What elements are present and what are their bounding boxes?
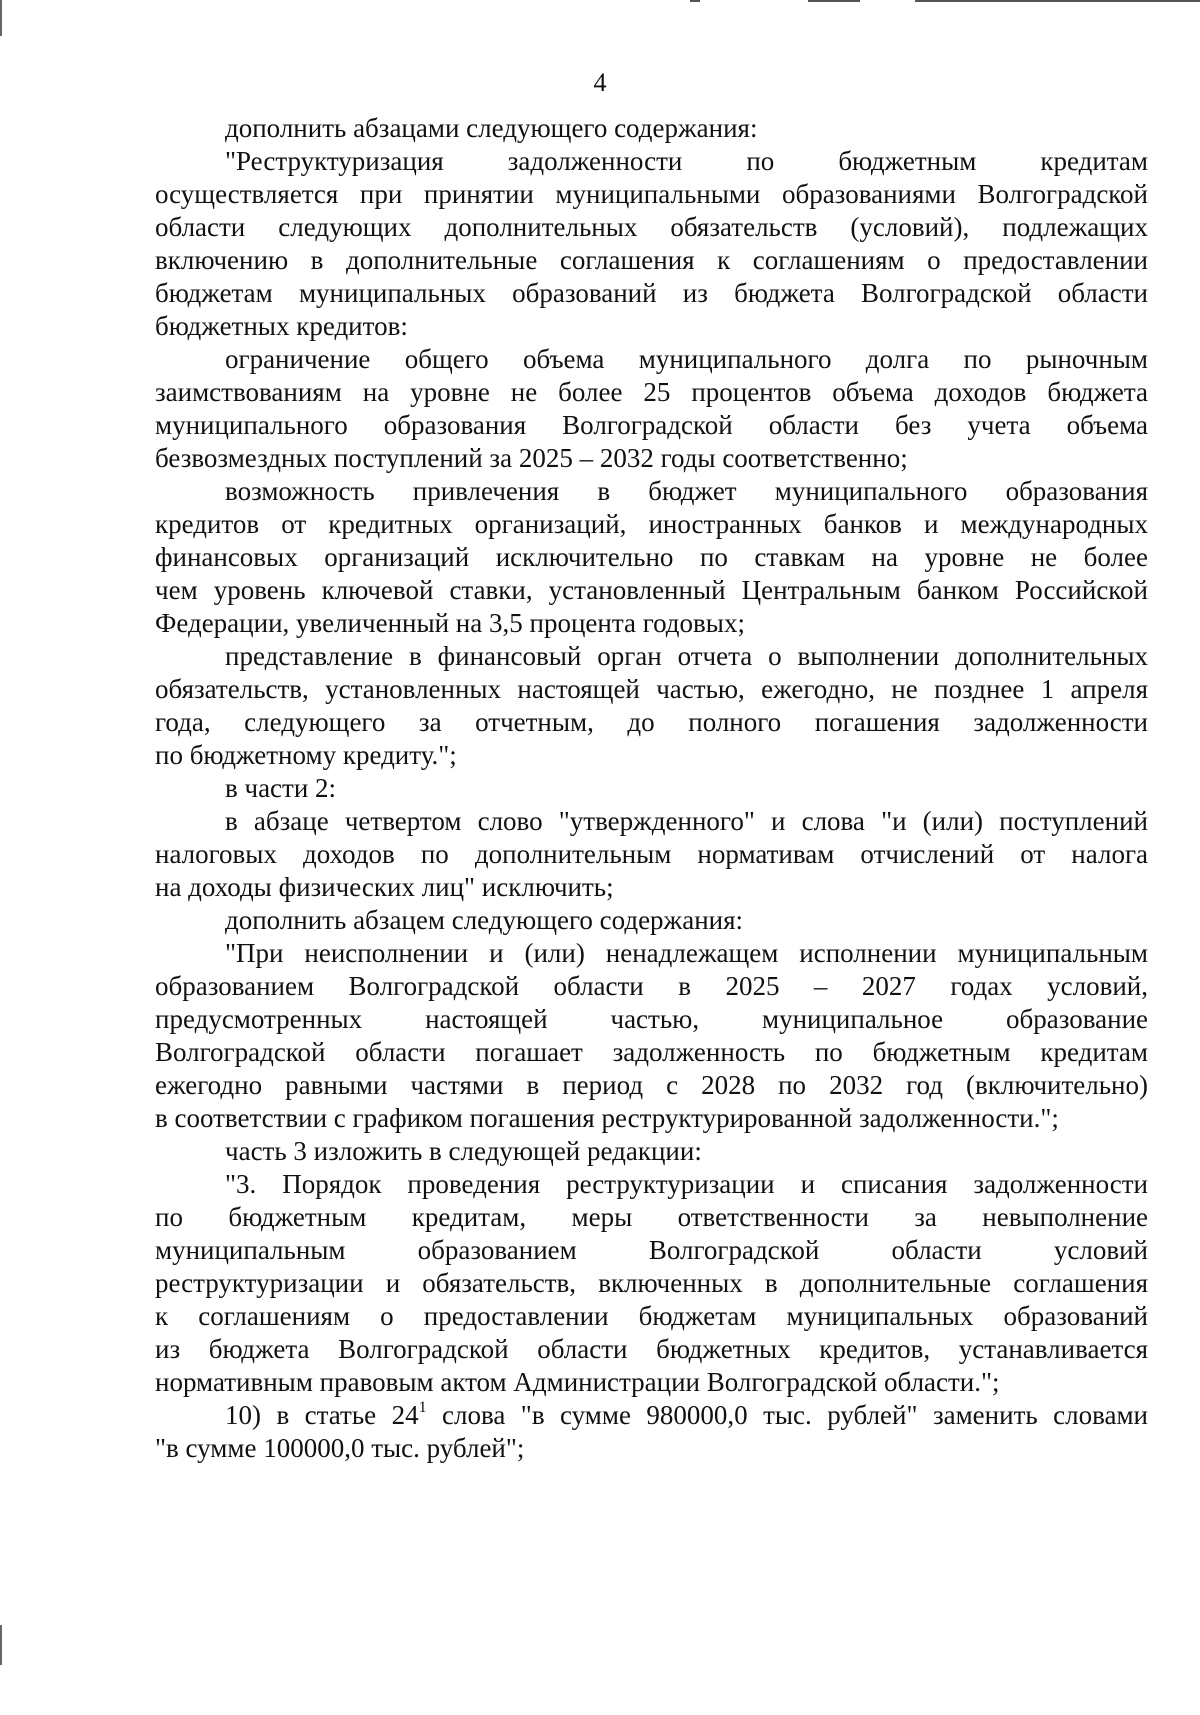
item-10-superscript: 1 [418, 1399, 427, 1416]
text-line: бюджетам муниципальных образований из бюджета Волгоградской области [155, 278, 1148, 308]
text-line: ежегодно равными частями в период с 2028 по 2032 год (включительно) [155, 1070, 1148, 1100]
text-line: муниципальным образованием Волгоградской области условий [155, 1235, 1148, 1265]
text-line: финансовых организаций исключительно по ставкам на уровне не более [155, 542, 1148, 572]
item-10-text-before: 10) в статье 24 [225, 1400, 419, 1430]
item-10-line-2: "в сумме 100000,0 тыс. рублей"; [155, 1433, 525, 1463]
text-line: дополнить абзацем следующего содержания: [225, 905, 744, 935]
text-line: по бюджетным кредитам, меры ответственности за невыполнение [155, 1202, 1148, 1232]
text-line: года, следующего за отчетным, до полного погашения задолженности [155, 707, 1148, 737]
text-line: включению в дополнительные соглашения к соглашениям о предоставлении [155, 245, 1148, 275]
text-line: из бюджета Волгоградской области бюджетных кредитов, устанавливается [155, 1334, 1148, 1364]
text-line: в части 2: [225, 773, 337, 803]
document-body [155, 112, 1148, 1465]
text-line: дополнить абзацами следующего содержания: [225, 113, 758, 143]
text-line: образованием Волгоградской области в 2025 – 2027 годах условий, [155, 971, 1148, 1001]
text-line: заимствованиям на уровне не более 25 процентов объема доходов бюджета [155, 377, 1148, 407]
text-line: области следующих дополнительных обязательств (условий), подлежащих [155, 212, 1148, 242]
text-line: бюджетных кредитов: [155, 311, 408, 341]
text-line: на доходы физических лиц" исключить; [155, 872, 614, 902]
text-line: "Реструктуризация задолженности по бюджетным кредитам [225, 146, 1148, 176]
text-line: нормативным правовым актом Администрации Волгоградской области."; [155, 1367, 1000, 1397]
text-line: ограничение общего объема муниципального долга по рыночным [225, 344, 1148, 374]
scan-mark-top-right [915, 0, 1200, 2]
text-line: предусмотренных настоящей частью, муниципальное образование [155, 1004, 1148, 1034]
text-line: Волгоградской области погашает задолженность по бюджетным кредитам [155, 1037, 1148, 1067]
text-line: осуществляется при принятии муниципальными образованиями Волгоградской [155, 179, 1148, 209]
text-line: в соответствии с графиком погашения реструктурированной задолженности."; [155, 1103, 1059, 1133]
page-number: 4 [593, 68, 607, 97]
text-line: по бюджетному кредиту."; [155, 740, 457, 770]
text-line: чем уровень ключевой ставки, установленный Центральным банком Российской [155, 575, 1148, 605]
text-line: в абзаце четвертом слово "утвержденного" и слова "и (или) поступлений [225, 806, 1148, 836]
text-line: реструктуризации и обязательств, включенных в дополнительные соглашения [155, 1268, 1148, 1298]
text-line: представление в финансовый орган отчета о выполнении дополнительных [225, 641, 1148, 671]
scan-mark-top-left [690, 0, 700, 2]
scan-edge-mark-lower [0, 1625, 2, 1665]
text-line: обязательств, установленных настоящей частью, ежегодно, не позднее 1 апреля [155, 674, 1148, 704]
text-line: "При неисполнении и (или) ненадлежащем исполнении муниципальным [225, 938, 1148, 968]
text-line: муниципального образования Волгоградской области без учета объема [155, 410, 1148, 440]
scan-mark-top-middle [808, 0, 860, 2]
text-line: к соглашениям о предоставлении бюджетам муниципальных образований [155, 1301, 1148, 1331]
text-line: Федерации, увеличенный на 3,5 процента годовых; [155, 608, 745, 638]
text-line: возможность привлечения в бюджет муниципального образования [225, 476, 1148, 506]
scan-edge-mark-upper [0, 0, 2, 36]
item-10-text-after: слова "в сумме 980000,0 тыс. рублей" заменить словами [426, 1400, 1148, 1430]
text-line: кредитов от кредитных организаций, иностранных банков и международных [155, 509, 1148, 539]
text-line: налоговых доходов по дополнительным нормативам отчислений от налога [155, 839, 1148, 869]
text-line: "3. Порядок проведения реструктуризации и списания задолженности [225, 1169, 1148, 1199]
text-line: безвозмездных поступлений за 2025 – 2032 годы соответственно; [155, 443, 908, 473]
item-10-line [155, 1399, 1148, 1432]
text-line: часть 3 изложить в следующей редакции: [225, 1136, 702, 1166]
